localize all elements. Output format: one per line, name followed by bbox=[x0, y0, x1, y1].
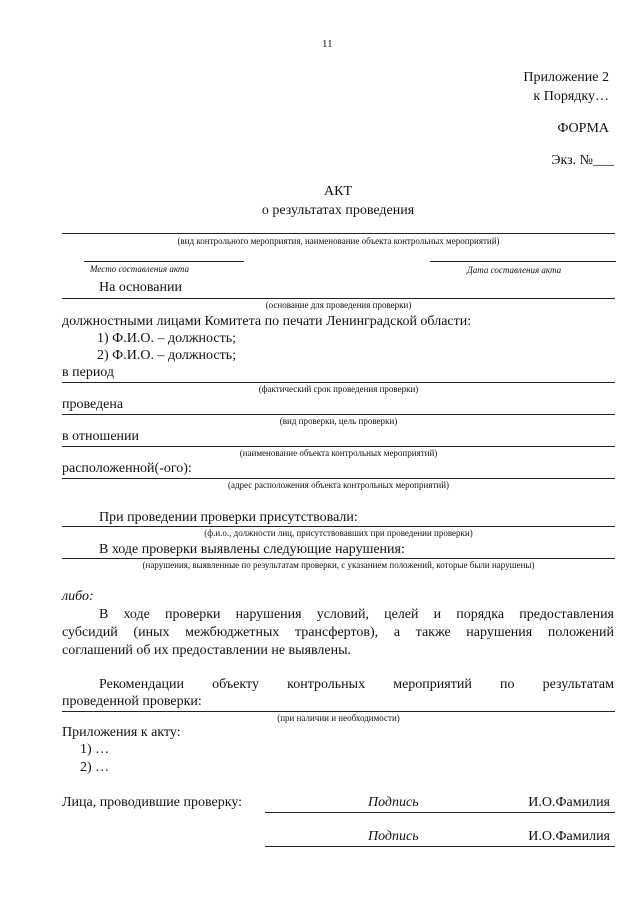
conducted-line bbox=[62, 414, 615, 415]
recommendations-caption: (при наличии и необходимости) bbox=[277, 713, 400, 723]
period-caption: (фактический срок проведения проверки) bbox=[258, 384, 419, 394]
act-type-line bbox=[62, 233, 615, 234]
act-subtitle: о результатах проведения bbox=[261, 203, 415, 218]
object-caption: (наименование объекта контрольных мероприятий) bbox=[239, 448, 438, 458]
signature-2: Подпись bbox=[368, 829, 419, 844]
place-caption: Место составления акта bbox=[90, 264, 190, 274]
place-line bbox=[84, 261, 244, 262]
attachment-item-1: 1) … bbox=[80, 742, 110, 757]
basis-line bbox=[62, 298, 615, 299]
no-violations-line3: соглашений об их предоставлении не выявлены. bbox=[62, 643, 352, 658]
violations-label: В ходе проверки выявлены следующие нарушения: bbox=[99, 542, 405, 557]
date-caption: Дата составления акта bbox=[467, 265, 562, 275]
signature-1: Подпись bbox=[368, 795, 419, 810]
appendix-line1: Приложение 2 bbox=[523, 70, 609, 85]
no-violations-line2: субсидий (иных межбюджетных трансфертов), а также нарушения положений bbox=[62, 625, 614, 640]
signature-line-2 bbox=[265, 846, 615, 847]
signer-name-2: И.О.Фамилия bbox=[528, 829, 610, 844]
either-label: либо: bbox=[62, 589, 94, 604]
official-item-2: 2) Ф.И.О. – должность; bbox=[97, 348, 236, 363]
object-line bbox=[62, 446, 615, 447]
copy-number-label: Экз. №___ bbox=[551, 153, 614, 168]
violations-line bbox=[62, 558, 615, 559]
recommendations-line bbox=[62, 711, 615, 712]
attendance-line bbox=[62, 526, 615, 527]
period-label: в период bbox=[62, 365, 115, 380]
page-number: 11 bbox=[322, 38, 333, 50]
address-caption: (адрес расположения объекта контрольных мероприятий) bbox=[227, 480, 450, 490]
address-line bbox=[62, 478, 615, 479]
recommendations-line2: проведенной проверки: bbox=[62, 694, 202, 709]
official-item-1: 1) Ф.И.О. – должность; bbox=[97, 331, 236, 346]
attachments-label: Приложения к акту: bbox=[62, 725, 181, 740]
act-title: АКТ bbox=[324, 184, 352, 199]
appendix-line2: к Порядку… bbox=[533, 89, 609, 104]
signature-line-1 bbox=[265, 812, 615, 813]
address-label: расположенной(-ого): bbox=[62, 461, 192, 476]
act-type-caption: (вид контрольного мероприятия, наименование объекта контрольных мероприятий) bbox=[177, 236, 500, 246]
conducted-label: проведена bbox=[62, 397, 124, 412]
conducted-caption: (вид проверки, цель проверки) bbox=[279, 416, 398, 426]
recommendations-line1: Рекомендации объекту контрольных мероприятий по результатам bbox=[99, 677, 614, 692]
no-violations-line1: В ходе проверки нарушения условий, целей и порядка предоставления bbox=[99, 607, 614, 622]
officials-line: должностными лицами Комитета по печати Ленинградской области: bbox=[62, 314, 472, 329]
attachment-item-2: 2) … bbox=[80, 760, 110, 775]
attendance-label: При проведении проверки присутствовали: bbox=[99, 510, 358, 525]
signer-name-1: И.О.Фамилия bbox=[528, 795, 610, 810]
signers-label: Лица, проводившие проверку: bbox=[62, 795, 243, 810]
violations-caption: (нарушения, выявленные по результатам проверки, с указанием положений, которые были нарушены) bbox=[142, 560, 535, 570]
basis-label: На основании bbox=[99, 280, 182, 295]
object-label: в отношении bbox=[62, 429, 140, 444]
period-line bbox=[62, 382, 615, 383]
attendance-caption: (ф.и.о., должности лиц, присутствовавших при проведении проверки) bbox=[204, 528, 473, 538]
basis-caption: (основание для проведения проверки) bbox=[265, 300, 412, 310]
form-label: ФОРМА bbox=[557, 121, 609, 136]
date-line bbox=[430, 261, 616, 262]
